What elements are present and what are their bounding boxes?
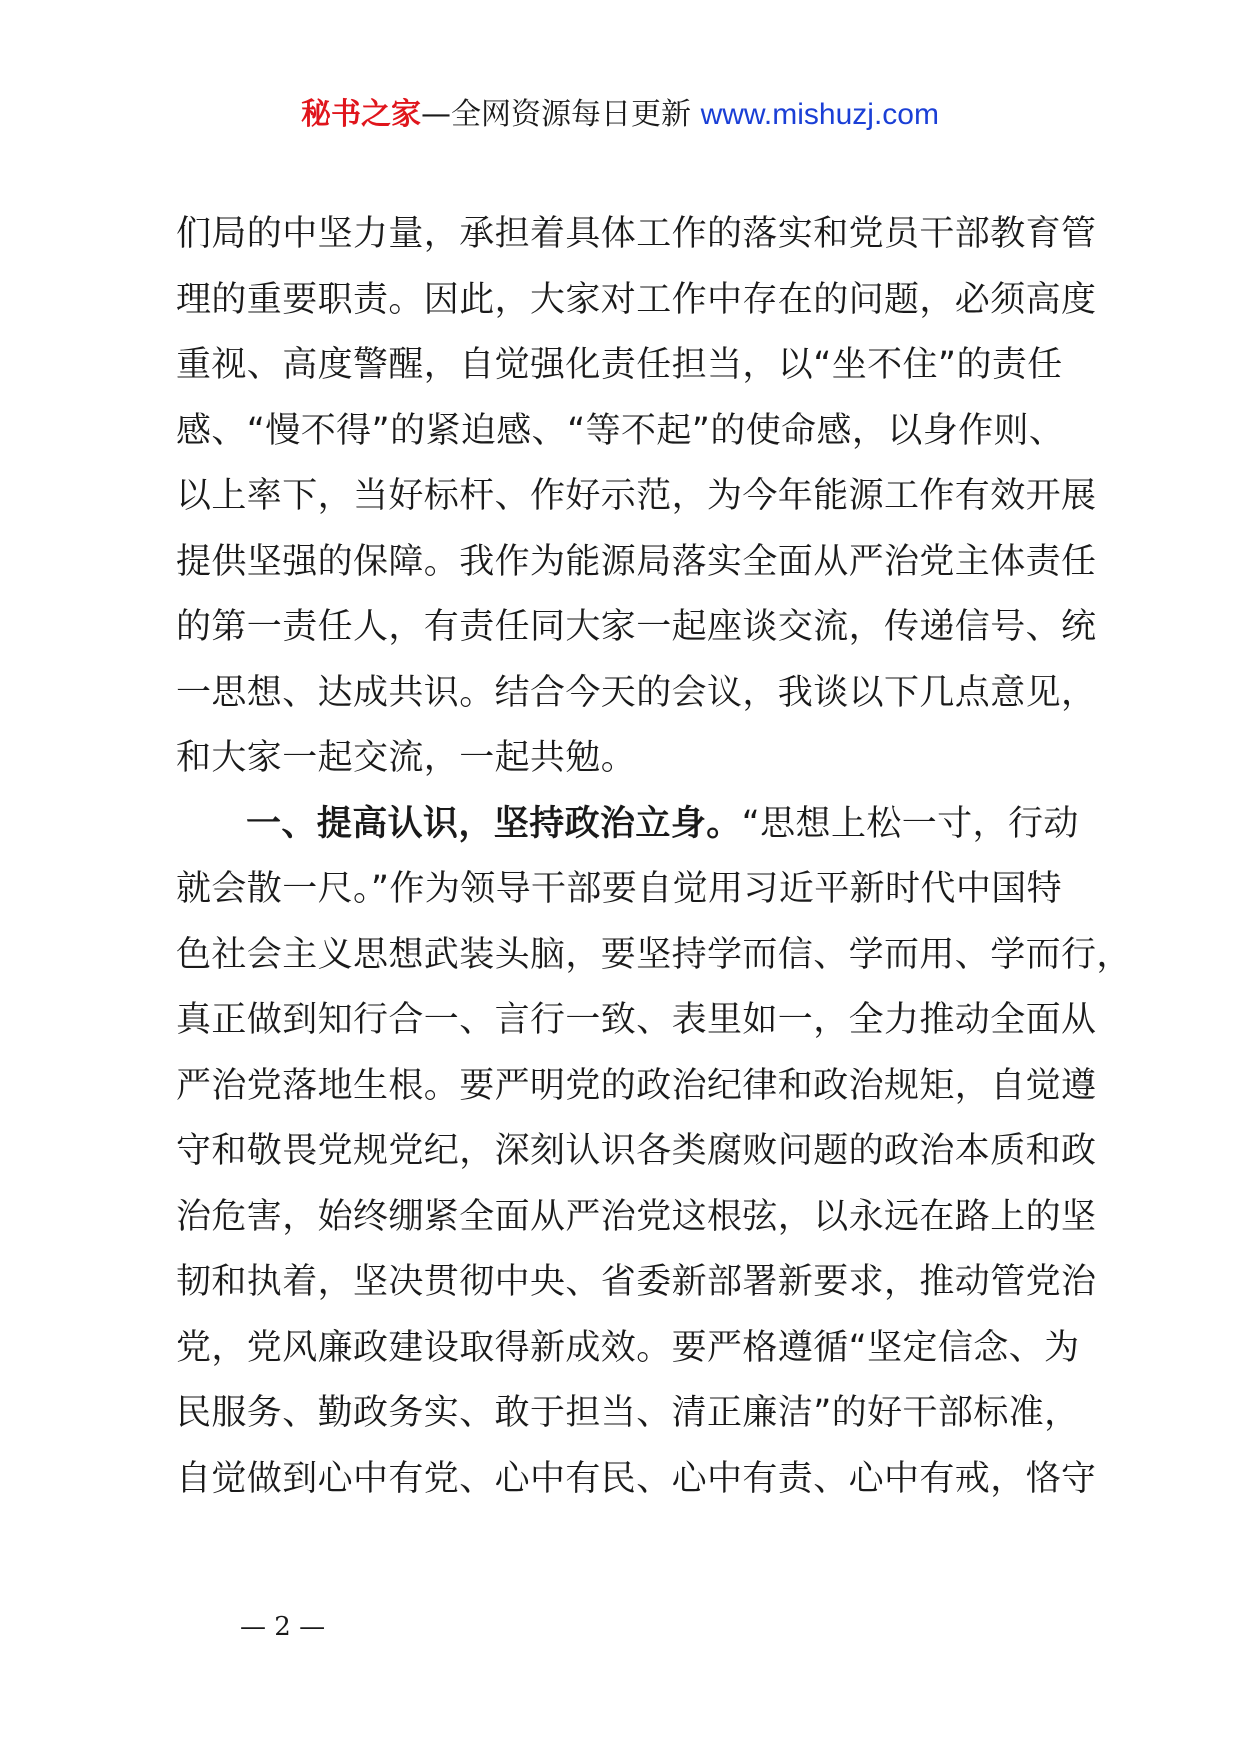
body-line: 就会散一尺。”作为领导干部要自觉用习近平新时代中国特 — [176, 869, 1063, 909]
body-line: 重视、高度警醒，自觉强化责任担当，以“坐不住”的责任 — [176, 345, 1063, 385]
body-line: 的第一责任人，有责任同大家一起座谈交流，传递信号、统 — [176, 607, 1097, 647]
body-line: 提供坚强的保障。我作为能源局落实全面从严治党主体责任 — [176, 541, 1097, 582]
body-line: 色社会主义思想武装头脑，要坚持学而信、学而用、学而行， — [176, 934, 1132, 975]
brand-name: 秘书之家 — [301, 97, 422, 132]
section-quote-start: “思想上松一寸，行动 — [741, 803, 1079, 844]
document-body — [176, 202, 1132, 1512]
body-line: 以上率下，当好标杆、作好示范，为今年能源工作有效开展 — [176, 476, 1097, 516]
body-line: 真正做到知行合一、言行一致、表里如一，全力推动全面从 — [176, 1000, 1097, 1040]
body-line: 们局的中坚力量，承担着具体工作的落实和党员干部教育管 — [176, 214, 1097, 254]
body-line: 一思想、达成共识。结合今天的会议，我谈以下几点意见， — [176, 672, 1097, 713]
body-line: 理的重要职责。因此，大家对工作中存在的问题，必须高度 — [176, 279, 1097, 320]
page-number: — 2 — — [240, 1612, 326, 1642]
body-line: 感、“慢不得”的紧迫感、“等不起”的使命感，以身作则、 — [176, 410, 1065, 451]
body-line: 民服务、勤政务实、敢于担当、清正廉洁”的好干部标准， — [176, 1393, 1080, 1433]
site-url-link[interactable]: www.mishuzj.com — [700, 98, 939, 131]
header-tagline: —全网资源每日更新 — [421, 97, 701, 132]
body-line: 韧和执着，坚决贯彻中央、省委新部署新要求，推动管党治 — [176, 1262, 1097, 1302]
body-line: 守和敬畏党规党纪，深刻认识各类腐败问题的政治本质和政 — [176, 1131, 1097, 1171]
body-line: 和大家一起交流，一起共勉。 — [176, 738, 637, 778]
body-line: 党，党风廉政建设取得新成效。要严格遵循“坚定信念、为 — [176, 1327, 1080, 1368]
body-line: 严治党落地生根。要严明党的政治纪律和政治规矩，自觉遵 — [176, 1065, 1097, 1106]
site-header — [0, 95, 1240, 135]
section-heading: 一、提高认识，坚持政治立身。 — [246, 803, 742, 844]
section-first-line — [176, 792, 1086, 858]
body-line: 自觉做到心中有党、心中有民、心中有责、心中有戒，恪守 — [176, 1458, 1097, 1499]
body-line: 治危害，始终绷紧全面从严治党这根弦，以永远在路上的坚 — [176, 1196, 1097, 1237]
